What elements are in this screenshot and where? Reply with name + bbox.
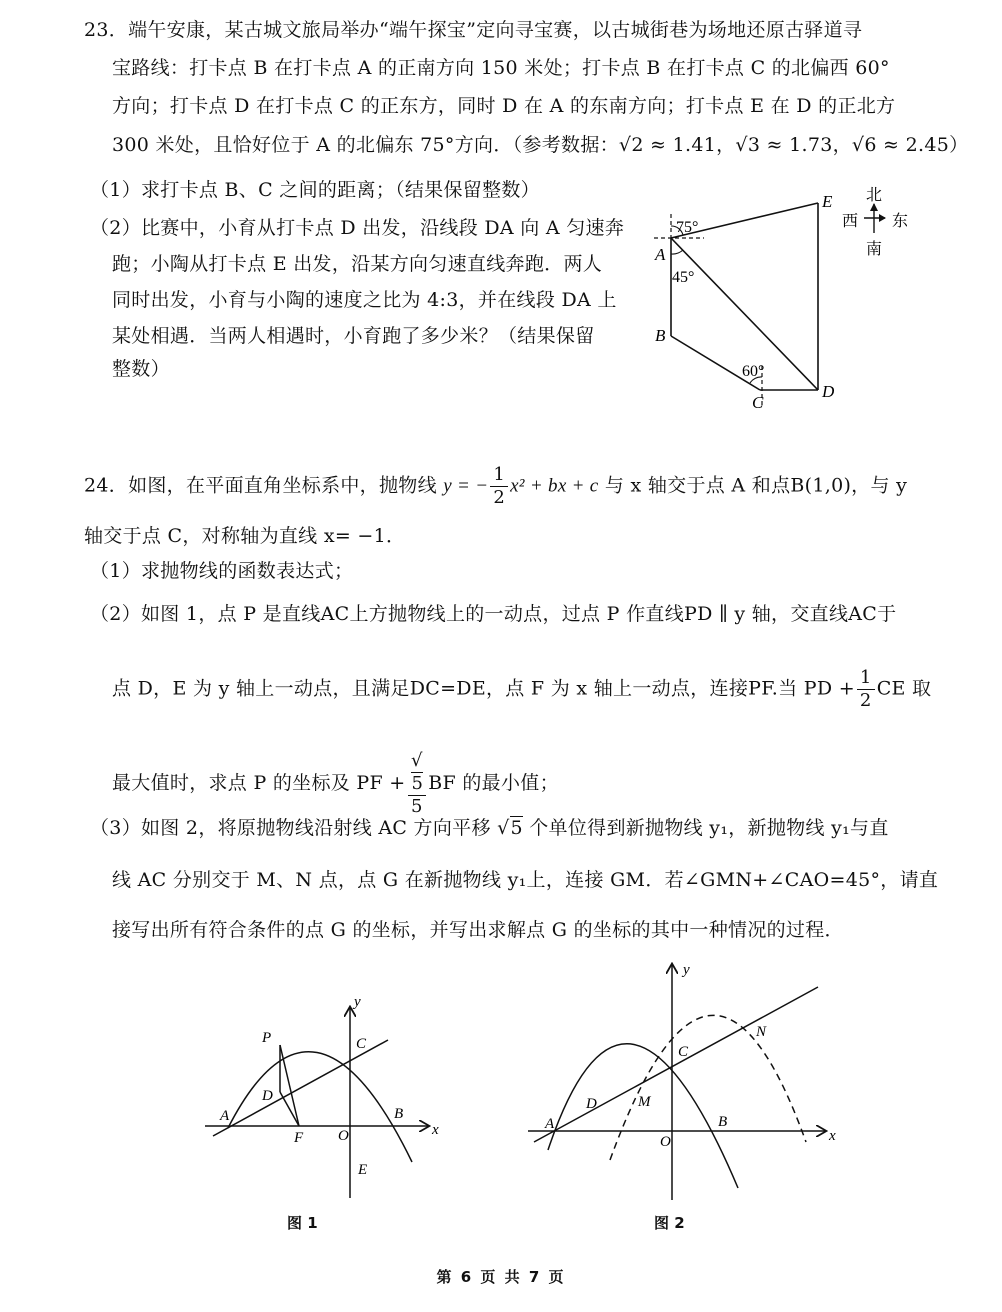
parabola	[228, 1052, 412, 1162]
q23-figure	[640, 180, 940, 420]
parabola-original	[548, 1044, 738, 1188]
svg-text:O: O	[660, 1134, 671, 1150]
compass-icon	[864, 203, 886, 233]
svg-text:O: O	[338, 1128, 349, 1144]
svg-text:B: B	[718, 1114, 728, 1130]
svg-text:D: D	[262, 1088, 273, 1104]
svg-text:E: E	[358, 1162, 368, 1178]
q23-line1: 23．端午安康，某古城文旅局举办“端午探宝”定向寻宝赛，以古城街巷为场地还原古驿道寻	[84, 19, 863, 41]
angle-60-label: 60°	[742, 363, 765, 380]
compass-north: 北	[866, 187, 883, 204]
compass-south: 南	[866, 241, 883, 258]
page-footer: 第 6 页 共 7 页	[436, 1268, 566, 1286]
q23-part2-line4: 某处相遇．当两人相遇时，小育跑了多少米？（结果保留	[112, 325, 595, 347]
q24-eq-rhs: x² + bx + c	[510, 475, 599, 497]
line-AC-2	[534, 987, 818, 1142]
q23-part2-line2: 跑；小陶从打卡点 E 出发，沿某方向匀速直线奔跑．两人	[112, 253, 603, 275]
svg-text:N: N	[756, 1024, 767, 1040]
svg-text:F: F	[294, 1130, 304, 1146]
q24-line1-post: 与 x 轴交于点 A 和点B(1,0)，与 y	[604, 474, 908, 497]
q24-line1	[84, 464, 907, 509]
svg-text:D: D	[586, 1096, 597, 1112]
q24-part3-line3: 接写出所有符合条件的点 G 的坐标，并写出求解点 G 的坐标的其中一种情况的过程．	[112, 919, 844, 941]
svg-text:A: A	[545, 1116, 555, 1132]
q24-part1: （1）求抛物线的函数表达式；	[90, 560, 354, 582]
fraction-one-half: $\frac{1}{2}$	[490, 464, 508, 509]
q24-part2-line1: （2）如图 1，点 P 是直线AC上方抛物线上的一动点，过点 P 作直线PD ∥ y 轴，交直线AC于	[90, 603, 897, 625]
point-A-label: A	[655, 245, 666, 264]
segment-PF	[280, 1045, 299, 1126]
q23-line3: 方向；打卡点 D 在打卡点 C 的正东方，同时 D 在 A 的东南方向；打卡点 E 在 D 的正北方	[112, 95, 896, 117]
svg-text:P: P	[262, 1030, 272, 1046]
line-AC	[213, 1040, 388, 1136]
q24-figure1	[190, 990, 460, 1220]
q24-part3-line2: 线 AC 分别交于 M、N 点，点 G 在新抛物线 y₁上，连接 GM．若∠GMN+∠CAO=45°，请直	[112, 869, 939, 891]
q23-part2-line5: 整数）	[112, 358, 170, 380]
figure1-caption: 图 1	[287, 1214, 318, 1232]
q23-part2-line1: （2）比赛中，小育从打卡点 D 出发，沿线段 DA 向 A 匀速奔	[90, 217, 625, 239]
point-C-label: C	[752, 393, 764, 412]
angle-45-label: 45°	[672, 269, 695, 286]
parabola-shifted	[610, 1015, 806, 1160]
svg-text:C: C	[678, 1044, 689, 1060]
svg-text:y: y	[354, 994, 361, 1010]
fraction-one-half-2: $\frac{1}{2}$	[857, 667, 875, 712]
q23-line2: 宝路线：打卡点 B 在打卡点 A 的正南方向 150 米处；打卡点 B 在打卡点 C 的北偏西 60°	[112, 57, 890, 79]
q24-eq-lhs: y = −	[443, 475, 489, 497]
compass-east: 东	[892, 213, 909, 230]
svg-text:B: B	[394, 1106, 404, 1122]
q24-part2-line2: 点 D，E 为 y 轴上一动点，且满足DC=DE，点 F 为 x 轴上一动点，连接PF.当 PD + $\frac{1}{2}$ CE 取	[112, 667, 932, 711]
fraction-sqrt5-over-5: √ 5 5	[408, 750, 427, 818]
segment-DF	[280, 1092, 299, 1126]
q23-part2-line3: 同时出发，小育与小陶的速度之比为 4:3，并在线段 DA 上	[112, 289, 617, 311]
point-D-label: D	[822, 382, 835, 401]
q24-part3-line1: （3）如图 2，将原抛物线沿射线 AC 方向平移 √5 个单位得到新抛物线 y₁，新抛物线 y₁与直	[90, 817, 889, 839]
sqrt5-radicand: 5	[510, 817, 523, 839]
svg-text:A: A	[220, 1108, 230, 1124]
q24-figure2	[520, 955, 850, 1215]
svg-text:C: C	[356, 1036, 367, 1052]
svg-text:y: y	[683, 962, 690, 978]
svg-text:x: x	[829, 1128, 836, 1144]
q24-line1-pre: 24．如图，在平面直角坐标系中，抛物线	[84, 474, 437, 497]
figure2-caption: 图 2	[654, 1214, 685, 1232]
q23-line4: 300 米处，且恰好位于 A 的北偏东 75°方向．（参考数据：√2 ≈ 1.41，√3 ≈ 1.73，√6 ≈ 2.45）	[112, 134, 969, 156]
q23-part1: （1）求打卡点 B、C 之间的距离；（结果保留整数）	[90, 179, 540, 201]
point-B-label: B	[655, 326, 666, 345]
angle-75-label: 75°	[676, 219, 699, 236]
svg-text:x: x	[432, 1122, 439, 1138]
point-E-label: E	[822, 192, 833, 211]
compass-west: 西	[842, 213, 859, 230]
svg-text:M: M	[638, 1094, 651, 1110]
q24-line2: 轴交于点 C，对称轴为直线 x= −1．	[84, 525, 406, 547]
q24-part2-line3: 最大值时，求点 P 的坐标及 PF + √ 5 5 BF 的最小值；	[112, 750, 559, 817]
